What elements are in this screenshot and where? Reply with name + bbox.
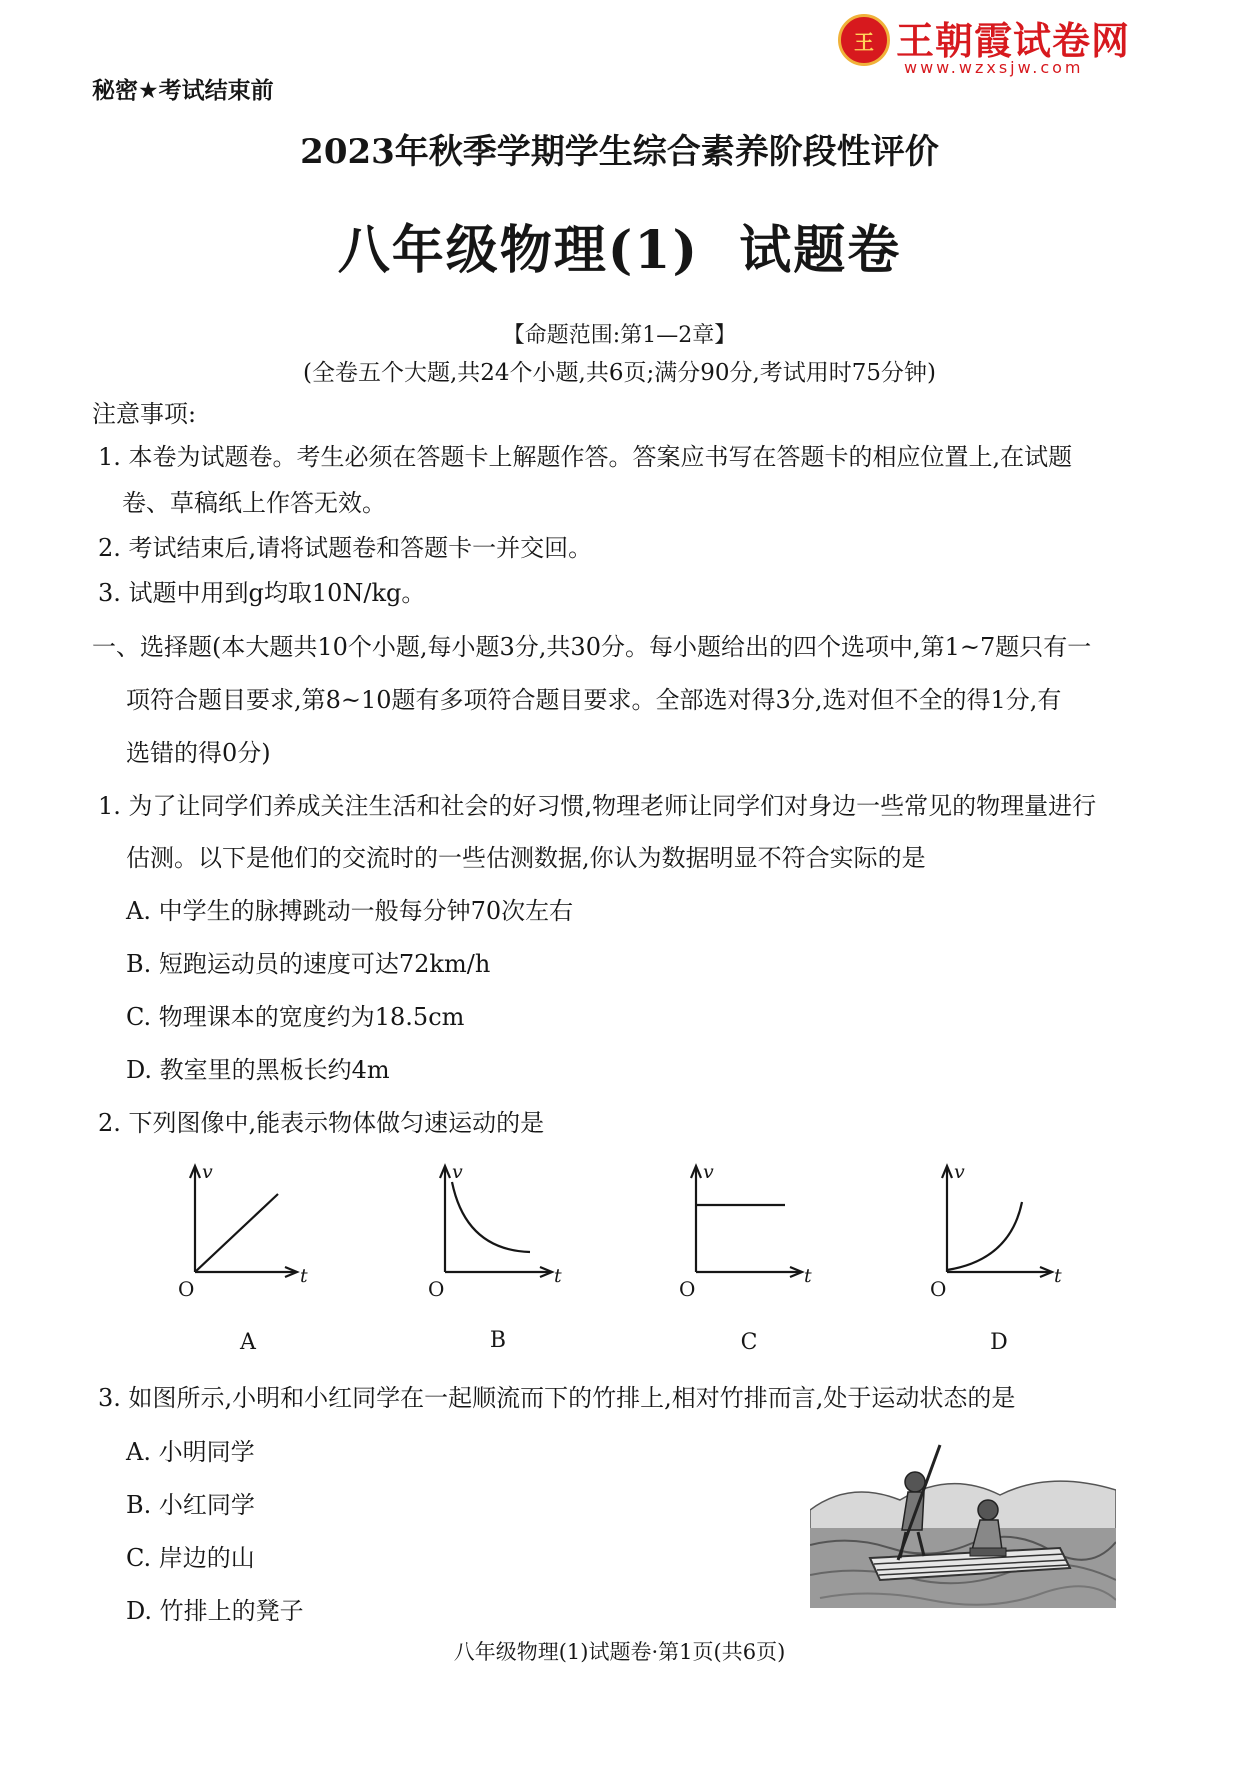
note-line: 3. 试题中用到g均取10N/kg。 <box>98 579 426 607</box>
graph-d-y-label: v <box>954 1161 965 1183</box>
graph-c-x-label: t <box>804 1265 812 1287</box>
section-heading: 一、选择题(本大题共10个小题,每小题3分,共30分。每小题给出的四个选项中,第1~7题只有一 <box>92 633 1092 661</box>
bamboo-raft-illustration <box>810 1440 1116 1608</box>
section-heading-cont: 选错的得0分) <box>126 739 271 767</box>
logo-seal-icon: 王 <box>838 14 890 66</box>
q1-option-b[interactable]: B. 短跑运动员的速度可达72km/h <box>126 950 491 978</box>
graph-c-y-label: v <box>703 1161 714 1183</box>
graph-d-x-label: t <box>1054 1265 1062 1287</box>
note-line: 卷、草稿纸上作答无效。 <box>122 489 386 517</box>
graph-d-origin: O <box>930 1277 947 1301</box>
logo-url: www.wzxsjw.com <box>904 58 1084 77</box>
logo-name: 王朝霞试卷网 <box>896 19 1131 63</box>
graph-a-y-label: v <box>202 1161 213 1183</box>
section-heading-cont: 项符合题目要求,第8~10题有多项符合题目要求。全部选对得3分,选对但不全的得1分,有 <box>126 686 1062 714</box>
graph-b-x-label: t <box>554 1265 562 1287</box>
graph-b-label[interactable]: B <box>489 1328 507 1353</box>
question-3-stem: 3. 如图所示,小明和小红同学在一起顺流而下的竹排上,相对竹排而言,处于运动状态的是 <box>98 1384 1016 1412</box>
question-2-stem: 2. 下列图像中,能表示物体做匀速运动的是 <box>98 1109 545 1137</box>
secret-mark: 秘密★考试结束前 <box>92 78 274 104</box>
q3-option-c[interactable]: C. 岸边的山 <box>126 1544 255 1572</box>
question-1-stem-cont: 估测。以下是他们的交流时的一些估测数据,你认为数据明显不符合实际的是 <box>126 844 926 872</box>
graph-a-origin: O <box>178 1277 195 1301</box>
site-logo <box>838 10 1138 78</box>
q1-option-c[interactable]: C. 物理课本的宽度约为18.5cm <box>126 1003 465 1031</box>
q3-option-d[interactable]: D. 竹排上的凳子 <box>126 1597 304 1625</box>
q1-option-d[interactable]: D. 教室里的黑板长约4m <box>126 1056 390 1084</box>
graph-a-line <box>195 1194 278 1272</box>
scope-note: 【命题范围:第1—2章】 <box>502 323 737 348</box>
notes-heading: 注意事项: <box>92 400 197 428</box>
graph-b-y-label: v <box>452 1161 463 1183</box>
graph-a-label[interactable]: A <box>240 1330 256 1355</box>
graph-b-curve <box>452 1182 530 1252</box>
paper-title: 八年级物理(1) 试题卷 <box>337 220 902 281</box>
graph-a-x-label: t <box>300 1265 308 1287</box>
graph-d-curve <box>947 1202 1022 1270</box>
note-line: 1. 本卷为试题卷。考生必须在答题卡上解题作答。答案应书写在答题卡的相应位置上,在试题 <box>98 443 1073 471</box>
graph-d-label[interactable]: D <box>990 1330 1008 1355</box>
page-footer: 八年级物理(1)试题卷·第1页(共6页) <box>453 1640 786 1664</box>
graph-b-origin: O <box>428 1277 445 1301</box>
velocity-time-graphs <box>150 1160 1090 1330</box>
exam-title: 2023年秋季学期学生综合素养阶段性评价 <box>300 132 939 172</box>
graph-c-origin: O <box>679 1277 696 1301</box>
graph-c-label[interactable]: C <box>740 1330 758 1355</box>
exam-info: (全卷五个大题,共24个小题,共6页;满分90分,考试用时75分钟) <box>302 360 937 386</box>
q3-option-a[interactable]: A. 小明同学 <box>126 1438 255 1466</box>
note-line: 2. 考试结束后,请将试题卷和答题卡一并交回。 <box>98 534 593 562</box>
q1-option-a[interactable]: A. 中学生的脉搏跳动一般每分钟70次左右 <box>126 897 574 925</box>
question-1-stem: 1. 为了让同学们养成关注生活和社会的好习惯,物理老师让同学们对身边一些常见的物理量进行 <box>98 792 1097 820</box>
q3-option-b[interactable]: B. 小红同学 <box>126 1491 255 1519</box>
